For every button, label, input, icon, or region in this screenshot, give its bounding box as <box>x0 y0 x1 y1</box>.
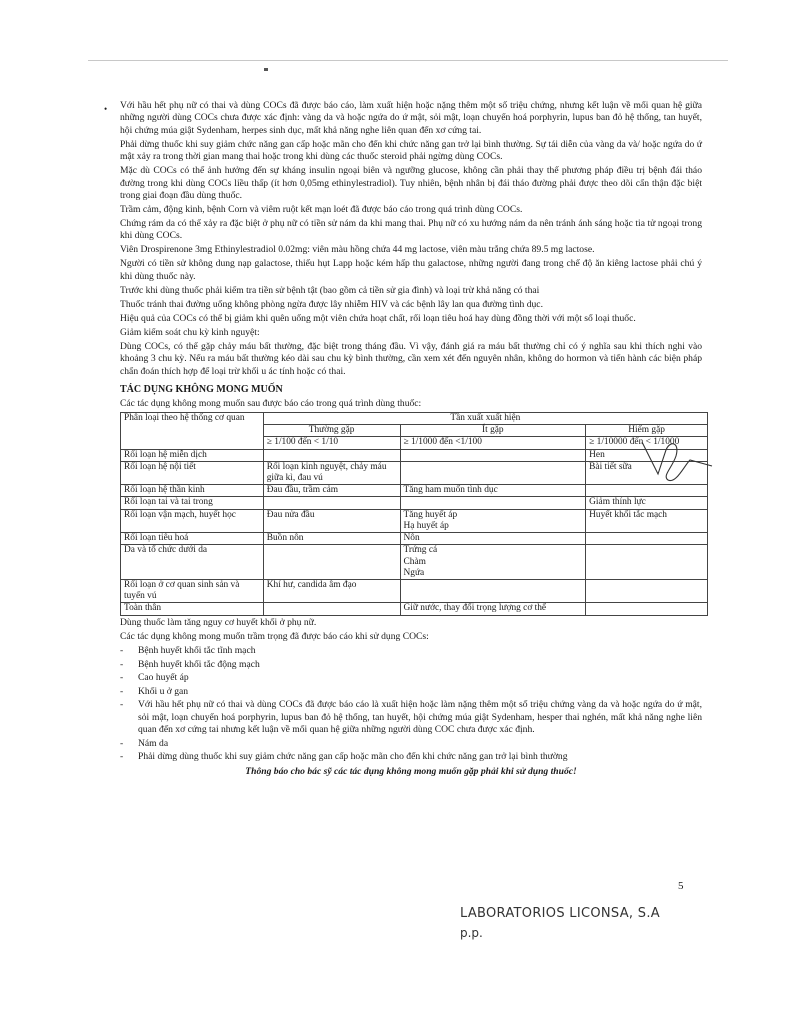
table-row <box>121 579 708 602</box>
table-header-row <box>121 413 708 425</box>
section-heading: TÁC DỤNG KHÔNG MONG MUỐN <box>120 384 283 396</box>
cell-uncommon: Giữ nước, thay đổi trọng lượng cơ thể <box>400 603 586 615</box>
cell-uncommon: Trứng cá Chàm Ngứa <box>400 545 586 580</box>
table-row <box>121 449 708 461</box>
table-row <box>121 509 708 532</box>
table-row <box>121 533 708 545</box>
cell-rare: Hen <box>586 449 708 461</box>
cell-organ: Toàn thân <box>121 603 264 615</box>
page-number: 5 <box>678 880 684 892</box>
paragraph: Thuốc tránh thai đường uống không phòng ngừa được lây nhiễm HIV và các bệnh lây lan qua đường tình dục. <box>120 298 543 310</box>
paragraph: Phải dừng thuốc khi suy giảm chức năng gan cấp hoặc mãn cho đến khi chức năng gan trở lại bình thường. Sự tái diễn của vàng da và/ hoặc ngứa do ứ mật xảy ra trong thời gian mang thai hoặc trong khi dùng các thuốc steroid phải ngừng dùng COCs. <box>120 138 702 163</box>
paragraph: Giảm kiểm soát chu kỳ kinh nguyệt: <box>120 326 260 338</box>
cell-common <box>263 497 400 509</box>
cell-uncommon: Tăng huyết áp Hạ huyết áp <box>400 509 586 532</box>
table-row <box>121 545 708 580</box>
list-item: - Với hầu hết phụ nữ có thai và dùng COCs đã được báo cáo là xuất hiện hoặc làm nặng thêm một số triệu chứng vàng da và hoặc ngứa do ứ mật, sỏi mật, loạn chuyển hoá porphyrin, lupus ban đỏ hệ thống, tan huyết, hội chứng múa giật Sydenham, hesper thai nghén, mất khả năng nghe liên quan đến xơ cứng tai nhưng kết luận về mối quan hệ giữa những người dùng COC chưa được xác định. <box>120 699 702 736</box>
document-body <box>120 100 702 780</box>
table-row <box>121 485 708 497</box>
cell-common: Buồn nôn <box>263 533 400 545</box>
cell-rare: Bài tiết sữa <box>586 461 708 484</box>
cell-common: Đau nửa đầu <box>263 509 400 532</box>
table-row <box>121 497 708 509</box>
paragraph: Với hầu hết phụ nữ có thai và dùng COCs đã được báo cáo, làm xuất hiện hoặc nặng thêm một số triệu chứng, nhưng kết luận về mối quan hệ giữa những người dùng COCs chưa được xác định: vàng da và hoặc ngứa do ứ mật, sỏi mật, loạn chuyển hoá porphyrin, lupus ban đỏ hệ thống, tan huyết, hội chứng múa giật Sydenham, herpes sinh dục, mất khả năng nghe liên quan đến xơ cứng tai. <box>120 100 702 136</box>
cell-organ: Rối loạn vận mạch, huyết học <box>121 509 264 532</box>
cell-rare: Huyết khối tắc mạch <box>586 509 708 532</box>
cell-uncommon <box>400 449 586 461</box>
cell-common <box>263 545 400 580</box>
list-item: - Cao huyết áp <box>120 672 702 684</box>
paragraph: Dùng COCs, có thể gặp chảy máu bất thường, đặc biệt trong tháng đầu. Vì vậy, đánh giá ra máu bất thường chỉ có ý nghĩa sau khi thích nghi vào khoảng 3 chu kỳ. Nếu ra máu bất thường kéo dài sau chu kỳ bình thường, cần xem xét đến nguyên nhân, không do hormon và tiến hành các biện pháp chẩn đoán thích hợp để loại trừ khối u ác tính hoặc có thai. <box>120 340 702 377</box>
cell-organ: Rối loạn tiêu hoá <box>121 533 264 545</box>
paragraph: Hiệu quả của COCs có thể bị giảm khi quên uống một viên chứa hoạt chất, rối loạn tiêu hoá hay dùng đồng thời với một số loại thuốc. <box>120 312 636 324</box>
final-notice: Thông báo cho bác sỹ các tác dụng không mong muốn gặp phải khi sử dụng thuốc! <box>245 765 577 777</box>
cell-rare <box>586 533 708 545</box>
cell-uncommon <box>400 497 586 509</box>
range-uncommon: ≥ 1/1000 đến <1/100 <box>400 437 586 449</box>
paragraph: Dùng thuốc làm tăng nguy cơ huyết khối ở phụ nữ. <box>120 616 317 628</box>
paragraph: Mặc dù COCs có thể ảnh hưởng đến sự kháng insulin ngoại biên và ngưỡng glucose, không cần phải thay thế phương pháp điều trị bệnh đái tháo đường trong khi dùng COCs liều thấp (ít hơn 0,05mg ethinylestradiol). Tuy nhiên, bệnh nhân bị đái tháo đường phải được theo dõi cẩn thận đặc biệt trong giai đoạn đầu dùng thuốc. <box>120 165 702 202</box>
header-frequency: Tần xuất xuất hiện <box>263 413 707 425</box>
list-item: - Bệnh huyết khối tắc tĩnh mạch <box>120 645 702 657</box>
table-body <box>121 449 708 615</box>
header-rare: Hiếm gặp <box>586 425 708 437</box>
serious-effects-list <box>120 645 702 764</box>
cell-rare <box>586 579 708 602</box>
cell-uncommon: Nôn <box>400 533 586 545</box>
cell-rare <box>586 603 708 615</box>
header-common: Thường gặp <box>263 425 400 437</box>
scan-mark <box>264 68 268 71</box>
cell-common <box>263 449 400 461</box>
stamp-pp: p.p. <box>460 926 483 940</box>
paragraph: Viên Drospirenone 3mg Ethinylestradiol 0.02mg: viên màu hồng chứa 44 mg lactose, viên màu trắng chứa 89.5 mg lactose. <box>120 244 595 256</box>
cell-uncommon: Tăng ham muốn tình dục <box>400 485 586 497</box>
handwritten-signature <box>632 436 722 486</box>
range-common: ≥ 1/100 đến < 1/10 <box>263 437 400 449</box>
cell-uncommon <box>400 461 586 484</box>
paragraph: Người có tiền sử không dung nạp galactose, thiếu hụt Lapp hoặc kém hấp thu galactose, những người đang trong chế độ ăn kiêng lactose phải chú ý khi dùng thuốc này. <box>120 258 702 282</box>
header-uncommon: Ít gặp <box>400 425 586 437</box>
cell-organ: Rối loạn tai và tai trong <box>121 497 264 509</box>
cell-organ: Rối loạn hệ thần kinh <box>121 485 264 497</box>
table-row <box>121 461 708 484</box>
cell-organ: Rối loạn hệ miễn dịch <box>121 449 264 461</box>
cell-rare <box>586 485 708 497</box>
cell-organ: Rối loạn ở cơ quan sinh sản và tuyến vú <box>121 579 264 602</box>
cell-common: Khí hư, candida âm đạo <box>263 579 400 602</box>
cell-rare: Giảm thính lực <box>586 497 708 509</box>
cell-rare <box>586 545 708 580</box>
range-rare: ≥ 1/10000 đến < 1/1000 <box>586 437 708 449</box>
list-item: - Nám da <box>120 738 702 750</box>
list-item: - Phải dừng dùng thuốc khi suy giảm chức năng gan cấp hoặc mãn cho đến khi chức năng gan trở lại bình thường <box>120 751 702 763</box>
list-item: - Khối u ở gan <box>120 686 702 698</box>
paragraph: Trước khi dùng thuốc phải kiểm tra tiền sử bệnh tật (bao gồm cả tiền sử gia đình) và loại trừ khả năng có thai <box>120 284 540 296</box>
paragraph: Trầm cảm, động kinh, bệnh Corn và viêm ruột kết mạn loét đã được báo cáo trong quá trình dùng COCs. <box>120 204 523 216</box>
table-row <box>121 603 708 615</box>
paragraph: Các tác dụng không mong muốn trầm trọng đã được báo cáo khi sử dụng COCs: <box>120 630 429 642</box>
cell-organ: Rối loạn hệ nội tiết <box>121 461 264 484</box>
cell-common <box>263 603 400 615</box>
cell-uncommon <box>400 579 586 602</box>
list-item: - Bệnh huyết khối tắc động mạch <box>120 659 702 671</box>
top-rule <box>88 60 728 61</box>
bullet-mark: • <box>104 104 108 114</box>
cell-common: Đau đầu, trầm cảm <box>263 485 400 497</box>
cell-common: Rối loạn kinh nguyệt, chảy máu giữa kì, đau vú <box>263 461 400 484</box>
adverse-effects-table <box>120 412 708 615</box>
paragraph: Chứng rám da có thể xảy ra đặc biệt ở phụ nữ có tiền sử nám da khi mang thai. Phụ nữ có xu hướng nám da nên tránh ánh sáng hoặc tia tử ngoại trong khi dùng COCs. <box>120 218 702 242</box>
company-stamp: LABORATORIOS LICONSA, S.A <box>460 906 660 921</box>
section-intro: Các tác dụng không mong muốn sau được báo cáo trong quá trình dùng thuốc: <box>120 398 422 410</box>
cell-organ: Da và tổ chức dưới da <box>121 545 264 580</box>
header-organ: Phân loại theo hệ thống cơ quan <box>121 413 264 450</box>
